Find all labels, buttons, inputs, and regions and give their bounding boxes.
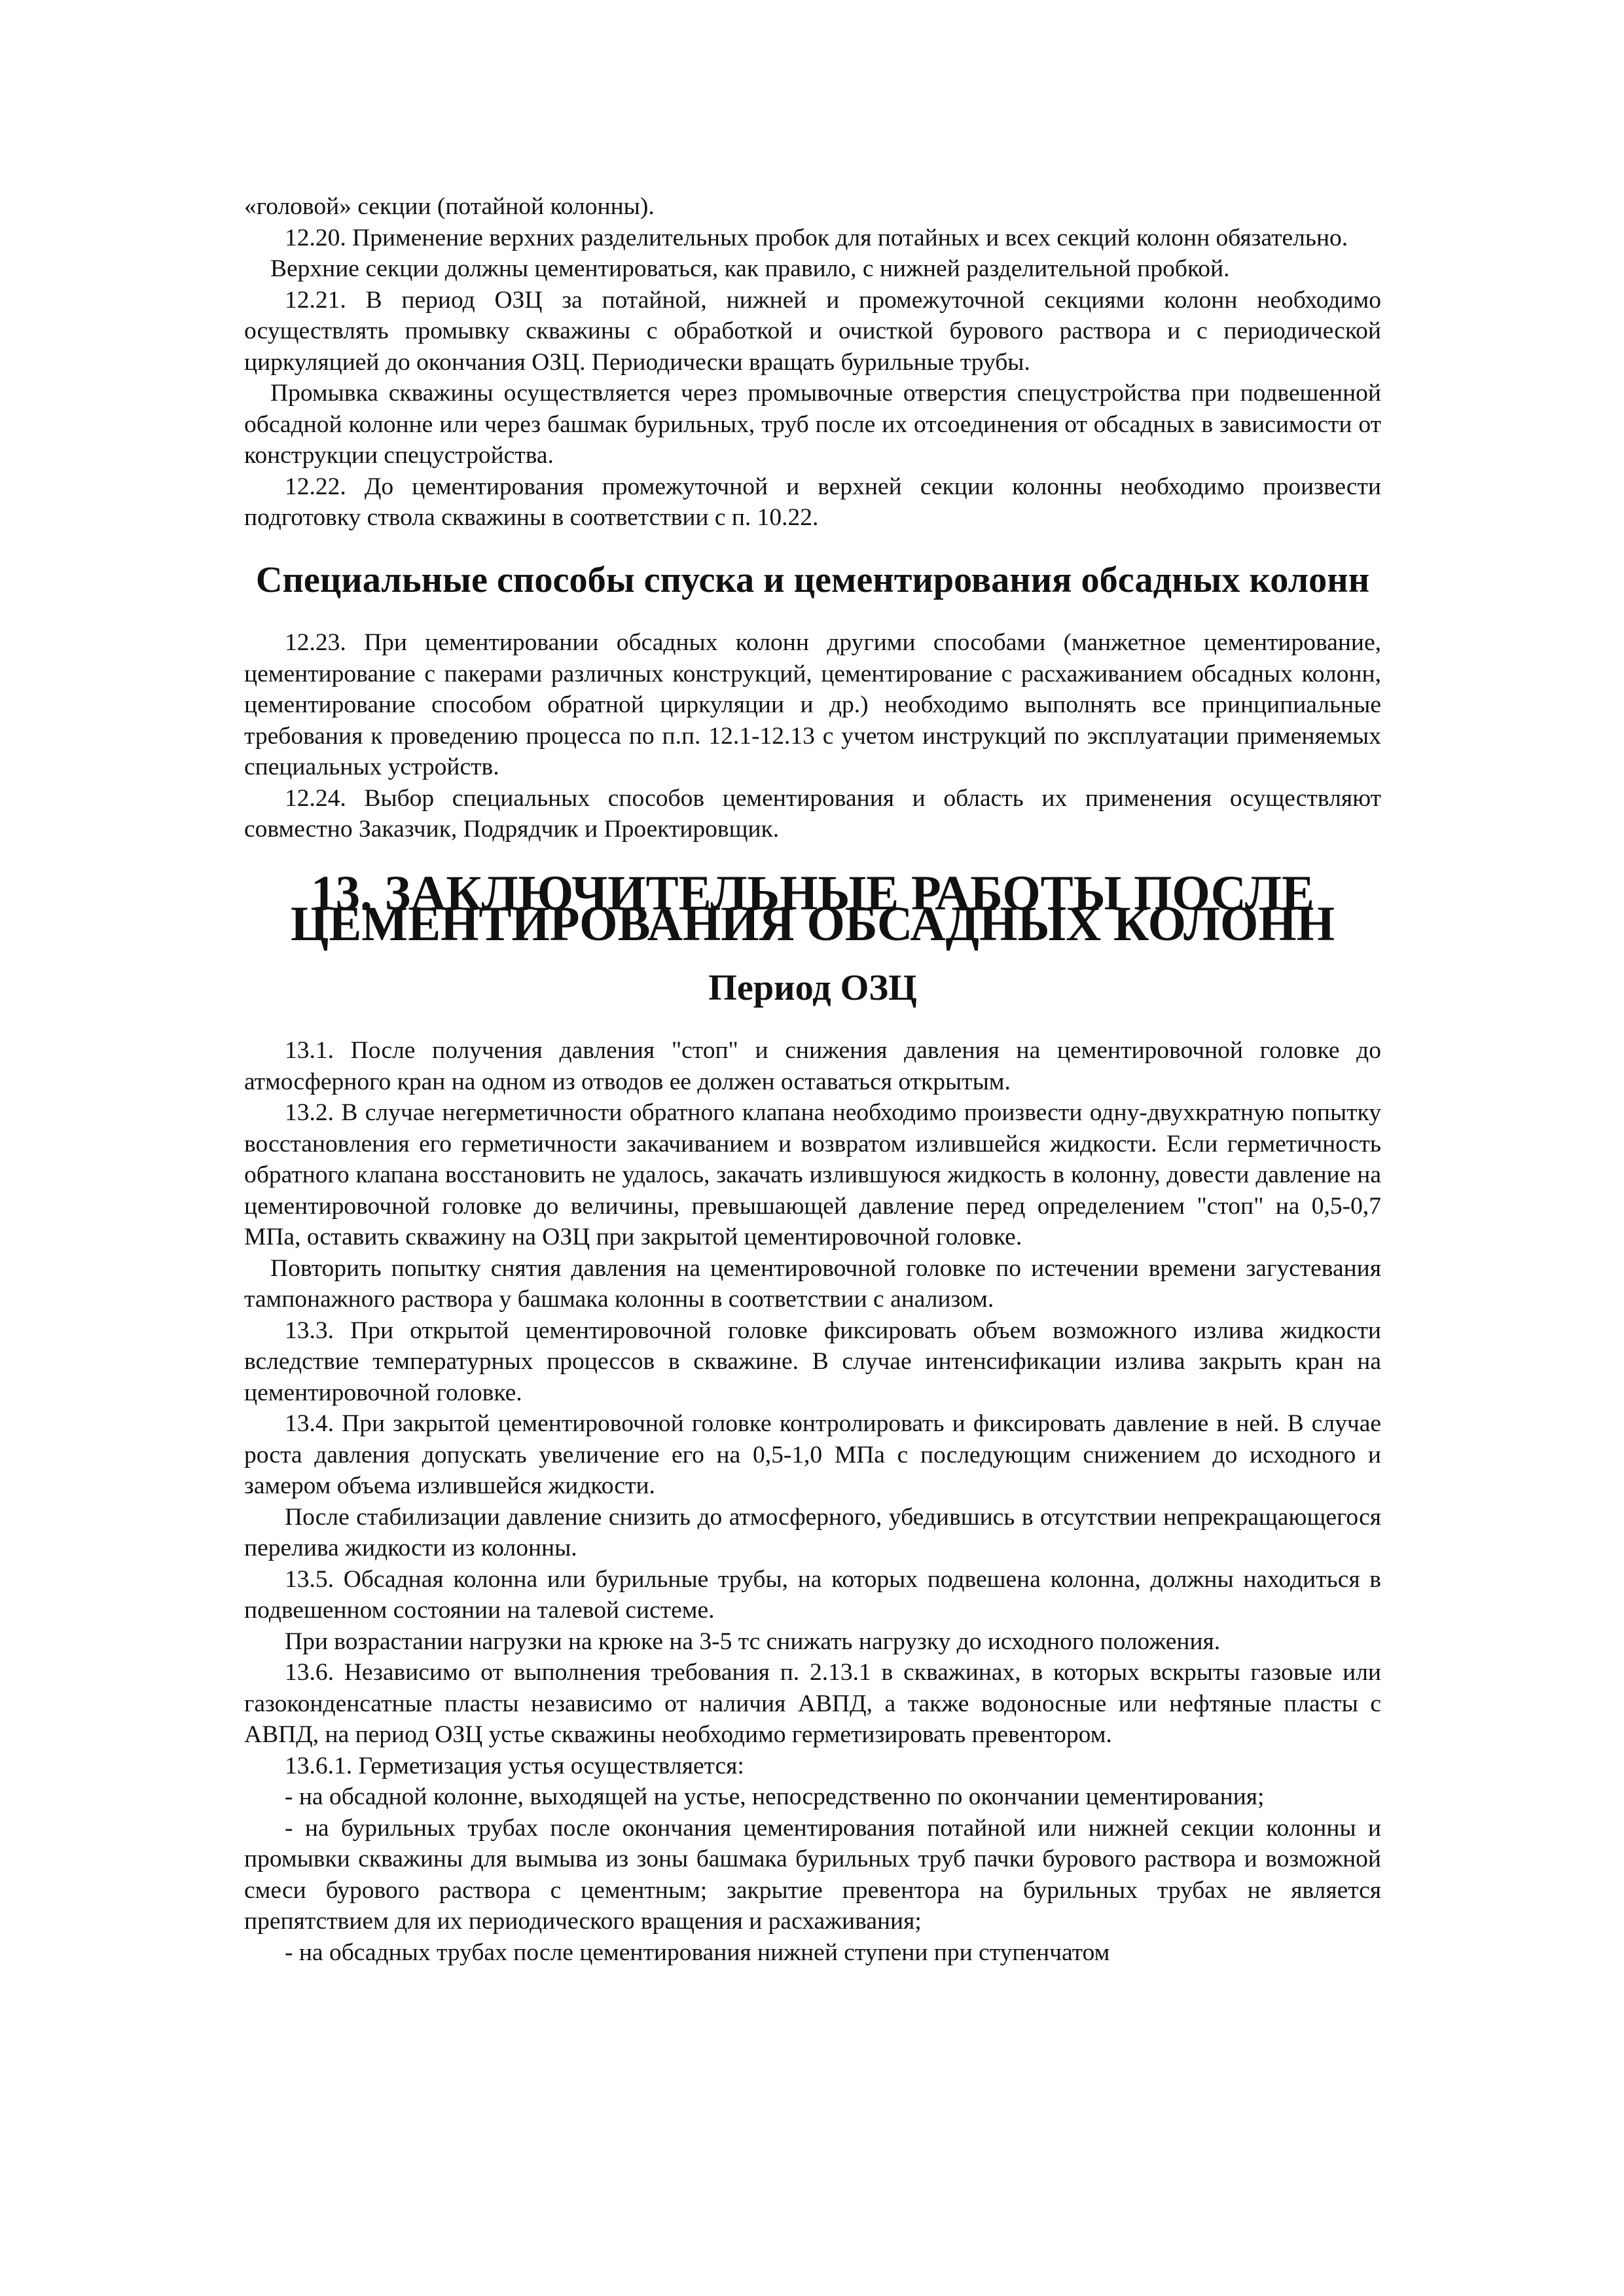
paragraph-13-5: 13.5. Обсадная колонна или бурильные трубы, на которых подвешена колонна, должны находиться в подвешенном состоянии на талевой системе.: [244, 1565, 1381, 1624]
list-item: - на обсадных трубах после цементирования нижней ступени при ступенчатом: [285, 1939, 1110, 1966]
paragraph-13-2: 13.2. В случае негерметичности обратного клапана необходимо произвести одну-двухкратную попытку восстановления его герметичности закачиванием и возвратом излившейся жидкости. Если герметичность обратного клапана восстановить не удалось, закачать излившуюся жидкость в колонну, довести давление на цементировочной головке до величины, превышающей давление перед определением "стоп" на 0,5-0,7 МПа, оставить скважину на ОЗЦ при закрытой цементировочной головке.: [244, 1099, 1381, 1250]
section-heading-ozc-period: Период ОЗЦ: [708, 967, 917, 1008]
paragraph-12-23: 12.23. При цементировании обсадных колонн другими способами (манжетное цементирование, цементирование с пакерами различных конструкций, цементирование с расхаживанием обсадных колонн, цементирование способом обратной циркуляции и др.) необходимо выполнять все принципиальные требования к проведению процесса по п.п. 12.1-12.13 с учетом инструкций по эксплуатации применяемых специальных устройств.: [244, 629, 1381, 780]
paragraph-13-6: 13.6. Независимо от выполнения требования п. 2.13.1 в скважинах, в которых вскрыты газовые или газоконденсатные пласты независимо от наличия АВПД, а также водоносные или нефтяные пласты с АВПД, на период ОЗЦ устье скважины необходимо герметизировать превентором.: [244, 1659, 1381, 1748]
document-page: [244, 191, 1381, 1968]
paragraph: После стабилизации давление снизить до атмосферного, убедившись в отсутствии непрекращающегося перелива жидкости из колонны.: [244, 1503, 1381, 1561]
paragraph: Верхние секции должны цементироваться, как правило, с нижней разделительной пробкой.: [270, 255, 1230, 282]
list-item: - на бурильных трубах после окончания цементирования потайной или нижней секции колонны и промывки скважины для вымыва из зоны башмака бурильных труб пачки бурового раствора и возможной смеси бурового раствора с цементным; закрытие превентора на бурильных трубах не является препятствием для их периодического вращения и расхаживания;: [244, 1814, 1381, 1935]
paragraph-13-4: 13.4. При закрытой цементировочной головке контролировать и фиксировать давление в ней. В случае роста давления допускать увеличение его на 0,5-1,0 МПа с последующим снижением до исходного и замером объема излившейся жидкости.: [244, 1410, 1381, 1499]
paragraph: Повторить попытку снятия давления на цементировочной головке по истечении времени загустевания тампонажного раствора у башмака колонны в соответствии с анализом.: [244, 1254, 1381, 1313]
list-item: - на обсадной колонне, выходящей на устье, непосредственно по окончании цементирования;: [285, 1783, 1265, 1810]
paragraph-12-21: 12.21. В период ОЗЦ за потайной, нижней и промежуточной секциями колонн необходимо осуществлять промывку скважины с обработкой и очисткой бурового раствора и с периодической циркуляцией до окончания ОЗЦ. Периодически вращать бурильные трубы.: [244, 286, 1381, 376]
paragraph-12-20: 12.20. Применение верхних разделительных пробок для потайных и всех секций колонн обязательно.: [285, 224, 1348, 251]
paragraph: При возрастании нагрузки на крюке на 3-5 тс снижать нагрузку до исходного положения.: [285, 1628, 1221, 1655]
paragraph-13-6-1: 13.6.1. Герметизация устья осуществляется:: [285, 1752, 744, 1779]
paragraph-12-24: 12.24. Выбор специальных способов цементирования и область их применения осуществляют совместно Заказчик, Подрядчик и Проектировщик.: [244, 784, 1381, 843]
paragraph: «головой» секции (потайной колонны).: [244, 193, 655, 220]
paragraph-12-22: 12.22. До цементирования промежуточной и верхней секции колонны необходимо произвести подготовку ствола скважины в соответствии с п. 10.22.: [244, 473, 1381, 531]
chapter-heading-13: 13. ЗАКЛЮЧИТЕЛЬНЫЕ РАБОТЫ ПОСЛЕ ЦЕМЕНТИРОВАНИЯ ОБСАДНЫХ КОЛОНН: [290, 866, 1335, 951]
paragraph: Промывка скважины осуществляется через промывочные отверстия спецустройства при подвешенной обсадной колонне или через башмак бурильных, труб после их отсоединения от обсадных в зависимости от конструкции спецустройства.: [244, 380, 1381, 469]
paragraph-13-1: 13.1. После получения давления "стоп" и снижения давления на цементировочной головке до атмосферного кран на одном из отводов ее должен оставаться открытым.: [244, 1037, 1381, 1095]
section-heading-special-methods: Специальные способы спуска и цементирования обсадных колонн: [255, 559, 1370, 600]
paragraph-13-3: 13.3. При открытой цементировочной головке фиксировать объем возможного излива жидкости вследствие температурных процессов в скважине. В случае интенсификации излива закрыть кран на цементировочной головке.: [244, 1317, 1381, 1406]
